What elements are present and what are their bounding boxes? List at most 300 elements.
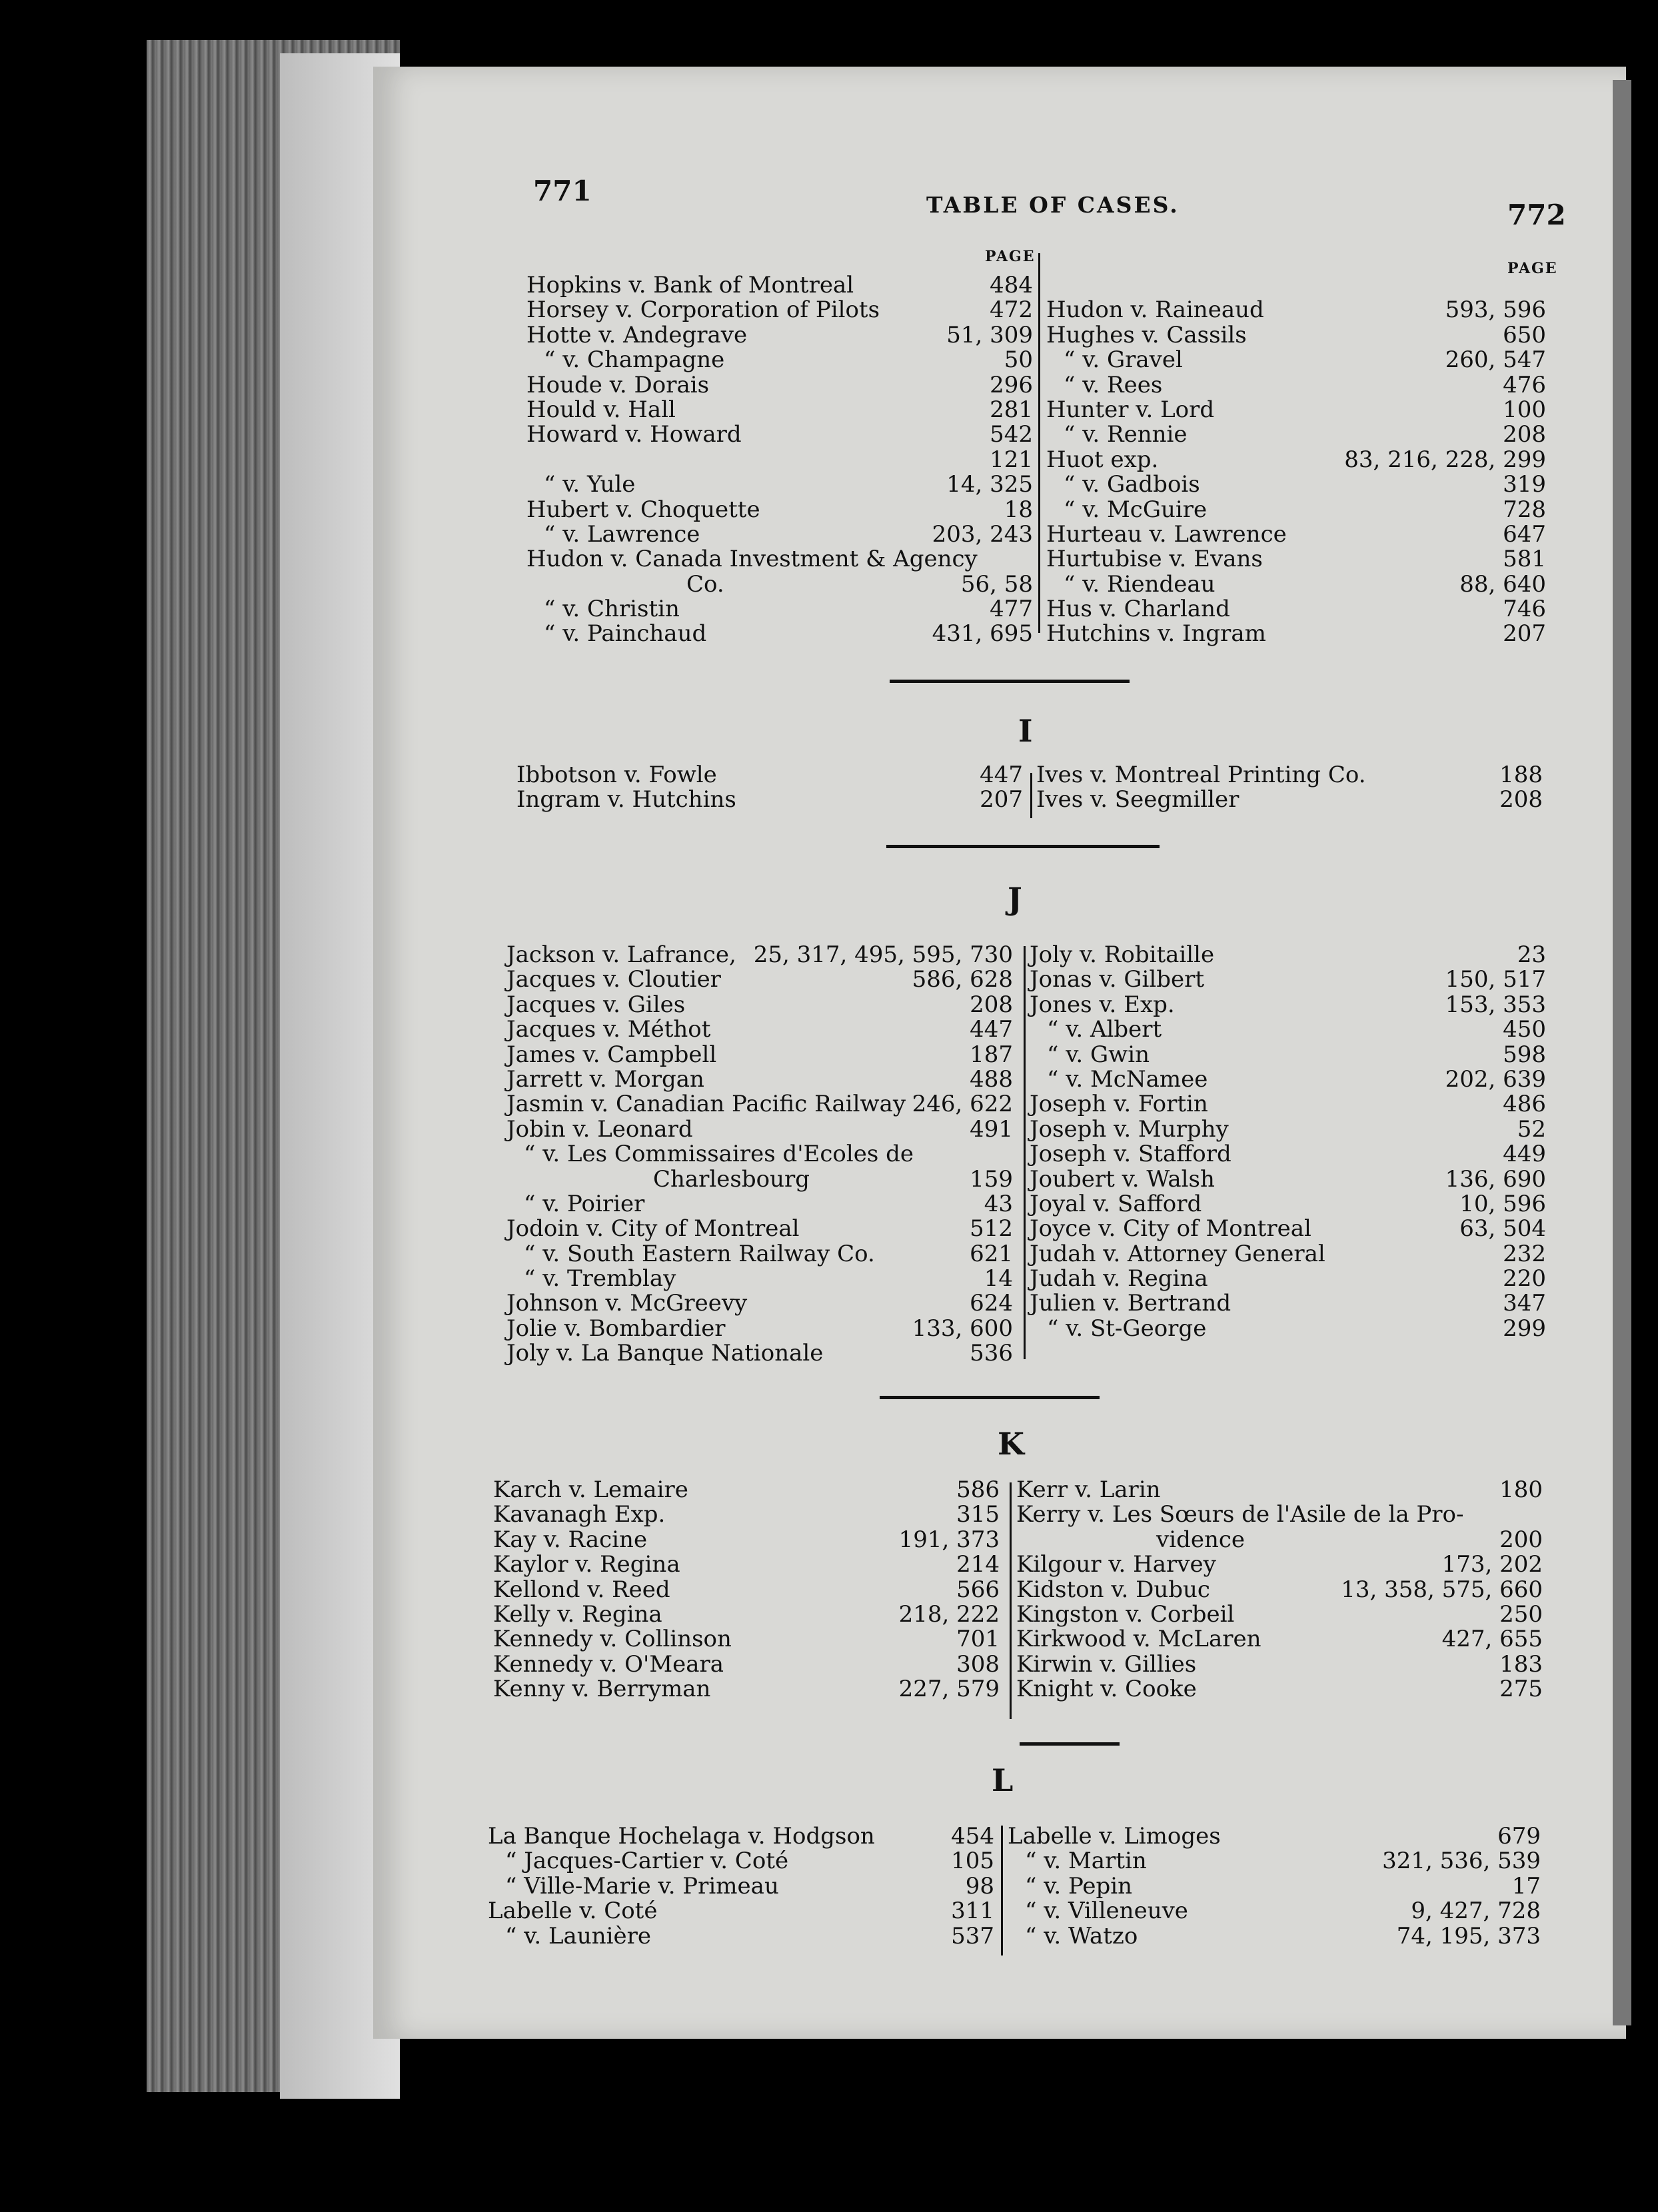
case-name: “ v. Gwin: [1047, 1041, 1150, 1068]
page-references: 347: [1503, 1290, 1546, 1317]
page-references: 150, 517: [1445, 966, 1546, 993]
section-letter: I: [1018, 713, 1033, 749]
case-entry: [1008, 1849, 1541, 1874]
case-entry: [506, 1167, 1013, 1192]
case-name: Labelle v. Coté: [488, 1898, 658, 1925]
page-references: 207: [1503, 620, 1546, 648]
case-column-left: [516, 763, 1023, 813]
case-entry: [1016, 1627, 1543, 1652]
page-references: 321, 536, 539: [1382, 1848, 1541, 1875]
section-letter: K: [998, 1426, 1024, 1462]
case-column-left: [506, 943, 1013, 1367]
page-references: 566: [956, 1576, 1000, 1603]
case-entry: [1030, 1242, 1546, 1267]
case-name: Kellond v. Reed: [493, 1576, 670, 1603]
case-entry: [1046, 547, 1546, 572]
case-name: “ v. Lawrence: [544, 520, 700, 548]
case-entry: [526, 273, 1033, 298]
page-references: 159: [970, 1165, 1013, 1193]
case-entry: [506, 1092, 1013, 1117]
page-references: 431, 695: [932, 620, 1033, 648]
case-column-left: [488, 1824, 994, 1949]
case-entry: [1036, 763, 1543, 788]
case-name: Knight v. Cooke: [1016, 1676, 1197, 1703]
case-name: James v. Campbell: [506, 1041, 717, 1068]
page-references: 56, 58: [960, 570, 1033, 598]
case-entry: [526, 547, 1033, 572]
case-name: Hurteau v. Lawrence: [1046, 520, 1287, 548]
page-references: 98: [965, 1872, 994, 1900]
page-references: 281: [990, 396, 1033, 423]
case-name: Hurtubise v. Evans: [1046, 546, 1263, 573]
case-name: Hunter v. Lord: [1046, 396, 1215, 423]
case-entry: [526, 572, 1033, 597]
case-entry: [526, 522, 1033, 547]
page-references: 105: [951, 1848, 994, 1875]
section-letter: J: [1008, 881, 1022, 917]
case-entry: [1030, 1167, 1546, 1192]
page-references: 650: [1503, 321, 1546, 348]
case-name: Ives v. Montreal Printing Co.: [1036, 762, 1366, 788]
case-name: “ v. Riendeau: [1064, 570, 1216, 598]
case-entry: [493, 1602, 1000, 1627]
case-name: Co.: [686, 570, 724, 598]
page-references: 647: [1503, 520, 1546, 548]
page-references: 74, 195, 373: [1396, 1922, 1541, 1949]
case-column-left: [526, 273, 1033, 647]
case-name: “ v. Albert: [1047, 1016, 1162, 1043]
case-entry: [1046, 348, 1546, 372]
case-name: “ Ville-Marie v. Primeau: [505, 1872, 779, 1900]
page-references: 472: [990, 296, 1033, 324]
case-entry: [526, 398, 1033, 422]
case-name: Hutchins v. Ingram: [1046, 620, 1266, 648]
case-entry: [506, 993, 1013, 1017]
case-entry: [493, 1478, 1000, 1502]
case-name: Horsey v. Corporation of Pilots: [526, 296, 880, 324]
case-name: “ v. Gadbois: [1064, 471, 1200, 498]
page-references: 14, 325: [946, 471, 1033, 498]
binding-gutter: [1613, 80, 1631, 2025]
case-name: Joyal v. Safford: [1030, 1190, 1202, 1217]
page-references: 136, 690: [1445, 1165, 1546, 1193]
case-entry: [506, 1117, 1013, 1142]
case-entry: [506, 1017, 1013, 1042]
case-name: Jobin v. Leonard: [506, 1115, 693, 1143]
case-column-right: [1016, 1478, 1543, 1702]
case-name: Jackson v. Lafrance,: [506, 941, 736, 968]
case-name: Kingston v. Corbeil: [1016, 1600, 1235, 1628]
case-name: “ v. South Eastern Railway Co.: [524, 1240, 875, 1267]
case-name: Joseph v. Murphy: [1030, 1115, 1229, 1143]
case-name: Joly v. Robitaille: [1030, 941, 1215, 968]
page-references: 220: [1503, 1265, 1546, 1293]
section-divider-rule: [886, 845, 1160, 848]
case-entry: [493, 1578, 1000, 1602]
case-entry: [488, 1824, 994, 1849]
case-entry: [1016, 1552, 1543, 1577]
column-divider: [1024, 946, 1026, 1359]
case-entry: [506, 1043, 1013, 1067]
case-name: “ v. McNamee: [1047, 1065, 1208, 1093]
case-entry: [526, 597, 1033, 622]
case-name: Hotte v. Andegrave: [526, 321, 748, 348]
page-references: 311: [951, 1898, 994, 1925]
case-name: “ v. McGuire: [1064, 496, 1208, 523]
page-references: 250: [1499, 1600, 1543, 1628]
page-references: 447: [980, 762, 1023, 788]
case-entry: [506, 967, 1013, 992]
case-name: Hubert v. Choquette: [526, 496, 760, 523]
column-divider: [1010, 1482, 1012, 1719]
case-entry: [526, 422, 1033, 447]
page-references: 50: [1004, 346, 1033, 374]
page-references: 246, 622: [912, 1091, 1013, 1118]
case-name: Jonas v. Gilbert: [1030, 966, 1205, 993]
page-references: 14: [984, 1265, 1013, 1293]
case-name: “ v. Villeneuve: [1025, 1898, 1188, 1925]
page-references: 477: [990, 596, 1033, 623]
case-entry: [488, 1899, 994, 1924]
case-entry: [1046, 298, 1546, 322]
case-entry: [1030, 1067, 1546, 1092]
case-name: vidence: [1156, 1526, 1245, 1553]
page-references: 232: [1503, 1240, 1546, 1267]
case-entry: [506, 1291, 1013, 1316]
case-entry: [516, 763, 1023, 788]
case-entry: [1046, 373, 1546, 398]
page-references: 586, 628: [912, 966, 1013, 993]
page-references: 180: [1499, 1476, 1543, 1503]
page-references: 207: [980, 786, 1023, 814]
page-references: 208: [970, 991, 1013, 1018]
case-name: “ v. St-George: [1047, 1315, 1207, 1342]
page-references: 227, 579: [898, 1676, 1000, 1703]
page-references: 121: [990, 446, 1033, 473]
case-entry: [1016, 1478, 1543, 1502]
case-entry: [1016, 1502, 1543, 1527]
case-entry: [493, 1552, 1000, 1577]
case-entry: [1016, 1652, 1543, 1677]
case-name: Hus v. Charland: [1046, 596, 1230, 623]
case-entry: [526, 298, 1033, 322]
case-name: “ v. Yule: [544, 471, 636, 498]
column-divider: [1030, 773, 1032, 818]
case-entry: [1030, 1291, 1546, 1316]
page-references: 133, 600: [912, 1315, 1013, 1342]
case-entry: [1046, 422, 1546, 447]
page-references: 43: [984, 1190, 1013, 1217]
left-page-number: 771: [533, 175, 592, 207]
case-name: Judah v. Attorney General: [1030, 1240, 1325, 1267]
page-references: 214: [956, 1551, 1000, 1578]
case-name: “ v. Launière: [505, 1922, 651, 1949]
case-entry: [516, 788, 1023, 812]
case-name: Kavanagh Exp.: [493, 1501, 666, 1528]
case-name: “ v. Rees: [1064, 371, 1163, 398]
page-references: 88, 640: [1459, 570, 1546, 598]
page-references: 598: [1503, 1041, 1546, 1068]
case-name: Kerr v. Larin: [1016, 1476, 1161, 1503]
page-references: 203, 243: [932, 520, 1033, 548]
case-entry: [1046, 622, 1546, 646]
case-name: Hudon v. Raineaud: [1046, 296, 1264, 324]
case-name: “ v. Tremblay: [524, 1265, 676, 1293]
case-name: Jarrett v. Morgan: [506, 1065, 704, 1093]
case-entry: [493, 1652, 1000, 1677]
case-name: Ibbotson v. Fowle: [516, 762, 717, 788]
page-references: 153, 353: [1445, 991, 1546, 1018]
case-name: Joly v. La Banque Nationale: [506, 1340, 824, 1367]
case-entry: [506, 943, 1013, 967]
page-references: 701: [956, 1626, 1000, 1653]
case-name: Kenny v. Berryman: [493, 1676, 711, 1703]
case-entry: [1046, 273, 1546, 298]
page-references: 275: [1499, 1676, 1543, 1703]
case-name: Kirkwood v. McLaren: [1016, 1626, 1261, 1653]
page-references: 191, 373: [898, 1526, 1000, 1553]
case-entry: [1046, 498, 1546, 522]
case-name: Julien v. Bertrand: [1030, 1290, 1232, 1317]
case-entry: [1046, 572, 1546, 597]
page-references: 450: [1503, 1016, 1546, 1043]
page-references: 18: [1004, 496, 1033, 523]
page-references: 319: [1503, 471, 1546, 498]
case-entry: [1046, 323, 1546, 348]
page-references: 728: [1503, 496, 1546, 523]
case-name: “ v. Rennie: [1064, 421, 1188, 448]
column-divider: [1038, 253, 1040, 633]
case-entry: [1046, 522, 1546, 547]
page-references: 23: [1517, 941, 1546, 968]
page-references: 17: [1511, 1872, 1541, 1900]
case-entry: [506, 1317, 1013, 1341]
case-entry: [526, 498, 1033, 522]
page-references: 52: [1517, 1115, 1546, 1143]
case-entry: [526, 348, 1033, 372]
case-entry: [1008, 1924, 1541, 1949]
page-references: 624: [970, 1290, 1013, 1317]
case-name: Kilgour v. Harvey: [1016, 1551, 1216, 1578]
page-references: 218, 222: [898, 1600, 1000, 1628]
page-references: 173, 202: [1441, 1551, 1543, 1578]
case-entry: [526, 448, 1033, 472]
case-name: “ v. Poirier: [524, 1190, 645, 1217]
case-column-right: [1046, 273, 1546, 647]
case-entry: [1046, 597, 1546, 622]
page-references: 679: [1497, 1823, 1541, 1850]
case-entry: [1046, 448, 1546, 472]
case-entry: [526, 323, 1033, 348]
case-name: Jasmin v. Canadian Pacific Railway: [506, 1091, 906, 1118]
page-column-label-right: PAGE: [1507, 260, 1558, 277]
page-references: 488: [970, 1065, 1013, 1093]
page-references: 454: [951, 1823, 994, 1850]
page-references: 427, 655: [1441, 1626, 1543, 1653]
case-entry: [493, 1502, 1000, 1527]
case-name: “ v. Watzo: [1025, 1922, 1138, 1949]
case-entry: [1016, 1602, 1543, 1627]
case-entry: [1030, 1267, 1546, 1291]
case-name: La Banque Hochelaga v. Hodgson: [488, 1823, 875, 1850]
page-references: 51, 309: [946, 321, 1033, 348]
page-references: 449: [1503, 1141, 1546, 1168]
section-divider-rule: [890, 680, 1130, 683]
case-column-right: [1036, 763, 1543, 813]
case-entry: [506, 1192, 1013, 1217]
case-entry: [1030, 1192, 1546, 1217]
case-entry: [1046, 398, 1546, 422]
case-entry: [488, 1924, 994, 1949]
case-name: Jacques v. Giles: [506, 991, 686, 1018]
page-references: 486: [1503, 1091, 1546, 1118]
case-name: Charlesbourg: [653, 1165, 810, 1193]
page-references: 593, 596: [1445, 296, 1546, 324]
case-entry: [1030, 967, 1546, 992]
page-references: 83, 216, 228, 299: [1344, 446, 1546, 473]
case-entry: [1046, 472, 1546, 497]
case-name: Judah v. Regina: [1030, 1265, 1208, 1293]
case-column-right: [1008, 1824, 1541, 1949]
page-column-label-left: PAGE: [985, 248, 1036, 265]
case-name: Hould v. Hall: [526, 396, 676, 423]
page-references: 586: [956, 1476, 1000, 1503]
case-entry: [493, 1528, 1000, 1552]
page-references: 100: [1503, 396, 1546, 423]
case-name: “ v. Martin: [1025, 1848, 1147, 1875]
page-references: 63, 504: [1459, 1215, 1546, 1243]
case-name: Joseph v. Fortin: [1030, 1091, 1208, 1118]
case-name: Joubert v. Walsh: [1030, 1165, 1215, 1193]
right-page-number: 772: [1507, 199, 1566, 231]
case-name: “ v. Painchaud: [544, 620, 707, 648]
case-entry: [493, 1627, 1000, 1652]
case-entry: [506, 1217, 1013, 1241]
case-name: Hughes v. Cassils: [1046, 321, 1247, 348]
case-name: “ Jacques-Cartier v. Coté: [505, 1848, 789, 1875]
page-references: 746: [1503, 596, 1546, 623]
case-name: Kennedy v. O'Meara: [493, 1650, 724, 1678]
case-entry: [1016, 1578, 1543, 1602]
page-references: 188: [1499, 762, 1543, 788]
case-name: Kay v. Racine: [493, 1526, 648, 1553]
case-entry: [1030, 943, 1546, 967]
page-references: 208: [1499, 786, 1543, 814]
case-entry: [1030, 1117, 1546, 1142]
case-entry: [506, 1341, 1013, 1366]
case-entry: [506, 1267, 1013, 1291]
case-name: Howard v. Howard: [526, 421, 742, 448]
case-entry: [1008, 1824, 1541, 1849]
case-name: Labelle v. Limoges: [1008, 1823, 1221, 1850]
case-name: Karch v. Lemaire: [493, 1476, 688, 1503]
page-references: 13, 358, 575, 660: [1341, 1576, 1543, 1603]
case-entry: [1030, 1217, 1546, 1241]
case-entry: [1008, 1874, 1541, 1899]
page-references: 260, 547: [1445, 346, 1546, 374]
page-references: 187: [970, 1041, 1013, 1068]
section-divider-rule: [880, 1396, 1100, 1399]
case-entry: [1036, 788, 1543, 812]
case-name: Kidston v. Dubuc: [1016, 1576, 1210, 1603]
case-name: Huot exp.: [1046, 446, 1159, 473]
case-name: Kennedy v. Collinson: [493, 1626, 732, 1653]
case-entry: [1008, 1899, 1541, 1924]
running-title: TABLE OF CASES.: [926, 192, 1180, 218]
page-references: 476: [1503, 371, 1546, 398]
case-name: Jacques v. Méthot: [506, 1016, 711, 1043]
case-name: Jacques v. Cloutier: [506, 966, 721, 993]
page-references: 208: [1503, 421, 1546, 448]
case-name: Kirwin v. Gillies: [1016, 1650, 1197, 1678]
case-entry: [1016, 1677, 1543, 1702]
case-entry: [488, 1874, 994, 1899]
case-entry: [526, 472, 1033, 497]
page-references: 9, 427, 728: [1411, 1898, 1541, 1925]
case-entry: [1030, 993, 1546, 1017]
case-name: Joseph v. Stafford: [1030, 1141, 1232, 1168]
case-entry: [1016, 1528, 1543, 1552]
case-name: Johnson v. McGreevy: [506, 1290, 748, 1317]
page-references: 484: [990, 272, 1033, 298]
case-entry: [1030, 1043, 1546, 1067]
page-references: 512: [970, 1215, 1013, 1243]
case-name: Kaylor v. Regina: [493, 1551, 680, 1578]
case-column-left: [493, 1478, 1000, 1702]
case-entry: [1030, 1017, 1546, 1042]
page-references: 536: [970, 1340, 1013, 1367]
case-name: Hudon v. Canada Investment & Agency: [526, 546, 978, 573]
page-references: 581: [1503, 546, 1546, 573]
page-references: 315: [956, 1501, 1000, 1528]
case-name: “ v. Christin: [544, 596, 680, 623]
case-name: “ v. Champagne: [544, 346, 725, 374]
column-divider: [1001, 1826, 1003, 1955]
case-name: Jones v. Exp.: [1030, 991, 1175, 1018]
page-references: 447: [970, 1016, 1013, 1043]
page-references: 537: [951, 1922, 994, 1949]
page-references: 491: [970, 1115, 1013, 1143]
case-entry: [506, 1242, 1013, 1267]
case-entry: [1030, 1317, 1546, 1341]
case-entry: [506, 1142, 1013, 1167]
case-entry: [526, 622, 1033, 646]
case-entry: [506, 1067, 1013, 1092]
case-name: Kerry v. Les Sœurs de l'Asile de la Pro-: [1016, 1501, 1464, 1528]
case-entry: [493, 1677, 1000, 1702]
page-references: 10, 596: [1459, 1190, 1546, 1217]
case-name: Ingram v. Hutchins: [516, 786, 736, 814]
page-references: 621: [970, 1240, 1013, 1267]
case-name: Jolie v. Bombardier: [506, 1315, 726, 1342]
page-references: 25, 317, 495, 595, 730: [753, 941, 1013, 968]
case-entry: [1030, 1092, 1546, 1117]
case-column-right: [1030, 943, 1546, 1341]
case-name: “ v. Pepin: [1025, 1872, 1132, 1900]
page-references: 308: [956, 1650, 1000, 1678]
case-name: Hopkins v. Bank of Montreal: [526, 272, 854, 298]
page-references: 183: [1499, 1650, 1543, 1678]
page-references: 542: [990, 421, 1033, 448]
section-divider-rule: [1020, 1742, 1120, 1746]
case-entry: [488, 1849, 994, 1874]
case-entry: [526, 373, 1033, 398]
page-references: 200: [1499, 1526, 1543, 1553]
case-name: “ v. Les Commissaires d'Ecoles de: [524, 1141, 914, 1168]
case-name: Jodoin v. City of Montreal: [506, 1215, 800, 1243]
case-name: Kelly v. Regina: [493, 1600, 662, 1628]
case-entry: [1030, 1142, 1546, 1167]
